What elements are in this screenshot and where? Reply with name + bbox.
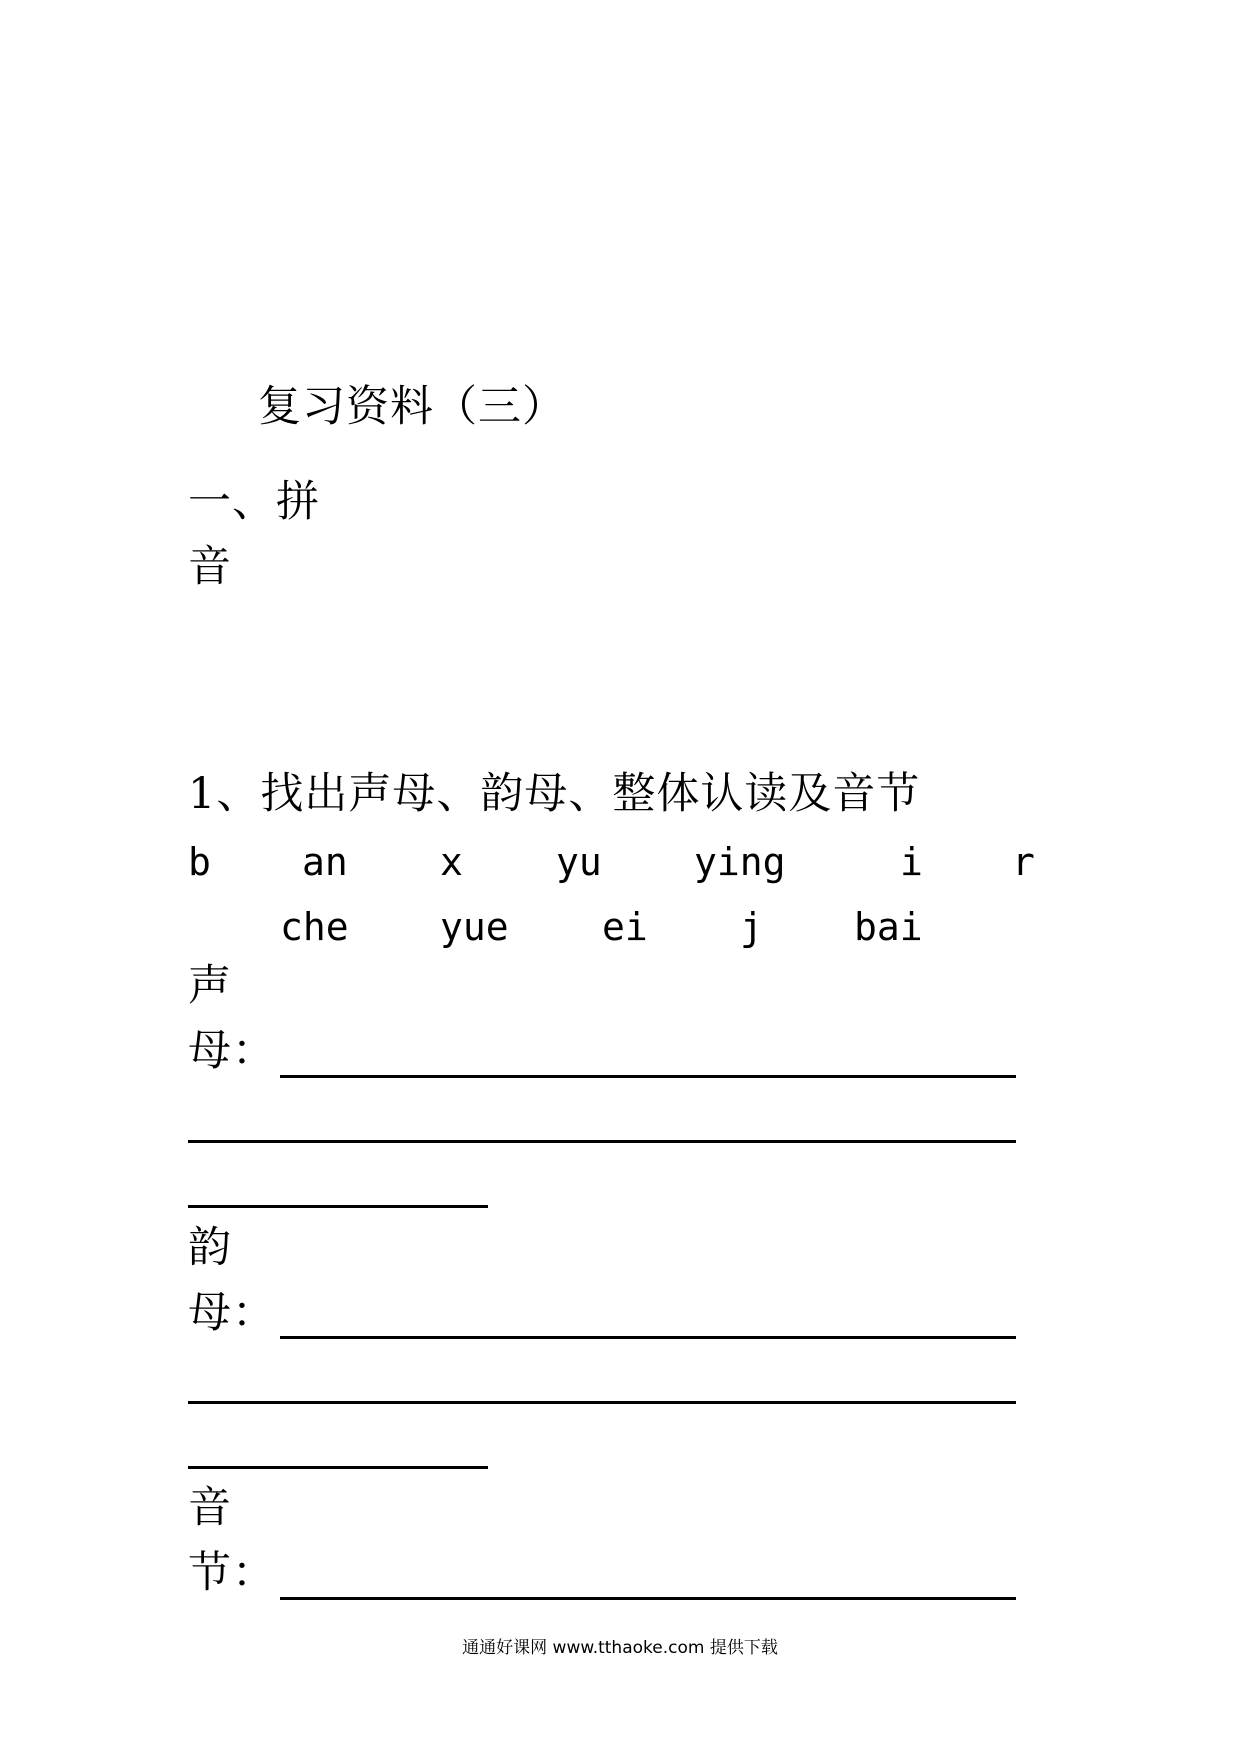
pinyin-item: yu — [556, 840, 602, 884]
pinyin-item: che — [280, 905, 349, 949]
yinjie-label-line1: 音 — [188, 1483, 232, 1533]
pinyin-item: bai — [854, 905, 923, 949]
page-title: 复习资料（三） — [258, 382, 566, 432]
pinyin-item: yue — [440, 905, 509, 949]
yunmu-label-line2: 母： — [188, 1288, 276, 1338]
question-1-prompt: 1、找出声母、韵母、整体认读及音节 — [188, 769, 921, 819]
pinyin-item: an — [302, 840, 348, 884]
yinjie-answer-line-1[interactable] — [280, 1597, 1016, 1600]
section-heading-pinyin-line2: 音 — [188, 542, 232, 592]
section-heading-pinyin-line1: 一、拼 — [188, 477, 320, 527]
pinyin-item: x — [440, 840, 463, 884]
shengmu-answer-line-2[interactable] — [188, 1140, 1016, 1143]
yunmu-answer-line-1[interactable] — [280, 1336, 1016, 1339]
shengmu-label-line1: 声 — [188, 961, 232, 1011]
shengmu-label-line2: 母： — [188, 1026, 276, 1076]
page-footer: 通通好课网 www.tthaoke.com 提供下载 — [462, 1638, 778, 1658]
pinyin-item: ei — [602, 905, 648, 949]
pinyin-item: j — [740, 905, 763, 949]
shengmu-answer-line-3[interactable] — [188, 1205, 488, 1208]
pinyin-item: r — [1012, 840, 1035, 884]
yunmu-answer-line-3[interactable] — [188, 1466, 488, 1469]
pinyin-item: ying — [694, 840, 786, 884]
yunmu-answer-line-2[interactable] — [188, 1401, 1016, 1404]
pinyin-item: b — [188, 840, 211, 884]
yunmu-label-line1: 韵 — [188, 1223, 232, 1273]
shengmu-answer-line-1[interactable] — [280, 1075, 1016, 1078]
yinjie-label-line2: 节： — [188, 1548, 276, 1598]
pinyin-item: i — [900, 840, 923, 884]
